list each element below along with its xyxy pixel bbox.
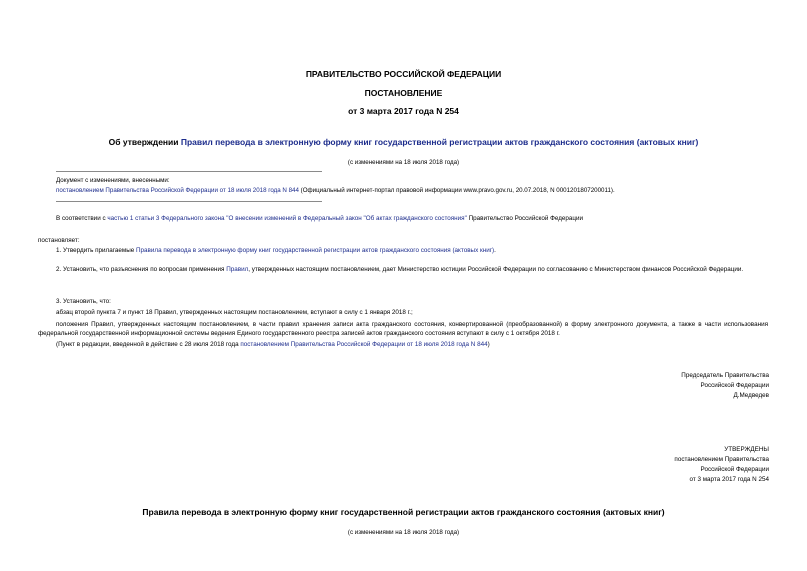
- preamble: [56, 215, 583, 222]
- federal-law-link[interactable]: частью 1 статьи 3 Федерального закона "О внесении изменений в Федеральный закон "Об актах гражданского состояния": [107, 215, 467, 222]
- edition-note-text-1: (Пункт в редакции, введенной в действие с 28 июля 2018 года: [56, 341, 241, 348]
- document-date-number: от 3 марта 2017 года N 254: [348, 106, 459, 116]
- item-3-intro: 3. Установить, что:: [56, 298, 111, 305]
- revision-note: (с изменениями на 18 июля 2018 года): [347, 159, 460, 166]
- edition-note-text-2: ): [487, 341, 490, 348]
- rules-title-link[interactable]: Правил перевода в электронную форму книг государственной регистрации актов гражданского состояния (актовых книг): [180, 137, 699, 147]
- signature-country: Российской Федерации: [700, 382, 769, 389]
- item-3-edition-note: [56, 341, 490, 348]
- document-type: ПОСТАНОВЛЕНИЕ: [364, 88, 443, 98]
- item-3-paragraph-a: абзац второй пункта 7 и пункт 18 Правил, утвержденных настоящим постановлением, вступают в силу с 1 января 2018 г.;: [56, 309, 413, 316]
- amendment-decree-link[interactable]: постановлением Правительства Российской Федерации от 18 июля 2018 года N 844: [56, 187, 299, 194]
- government-heading: ПРАВИТЕЛЬСТВО РОССИЙСКОЙ ФЕДЕРАЦИИ: [305, 69, 502, 79]
- approved-word: УТВЕРЖДЕНЫ: [724, 446, 769, 453]
- item-2-rules-link[interactable]: Правил: [226, 266, 249, 273]
- decrees-word: постановляет:: [38, 237, 80, 244]
- amendments-divider-bottom: [56, 201, 322, 202]
- item-1-rules-link[interactable]: Правила перевода в электронную форму книг государственной регистрации актов гражданского состояния (актовых книг): [136, 247, 495, 254]
- item-1-text-2: .: [494, 247, 496, 254]
- item-3-paragraph-b: положения Правил, утвержденных настоящим постановлением, в части правил хранения записи акта гражданского состояния, конвертированной (преобразованной) в форму электронного документа, а также в части использования федеральной государственной информационной системы ведения Единого государственного реестра записей актов гражданского состояния вступают в силу с 1 октября 2018 г.: [38, 321, 768, 337]
- preamble-text-2: Правительство Российской Федерации: [466, 215, 584, 222]
- amendments-source: (Официальный интернет-портал правовой информации www.pravo.gov.ru, 20.07.2018, N 0001201807200011).: [298, 187, 615, 194]
- item-2-text-2: , утвержденных настоящим постановлением, дает Министерство юстиции Российской Федерации по согласованию с Министерством финансов Российской Федерации.: [248, 266, 744, 273]
- item-1: [56, 247, 496, 254]
- amendments-line: [56, 187, 615, 194]
- edition-note-decree-link[interactable]: постановлением Правительства Российской Федерации от 18 июля 2018 года N 844: [240, 341, 488, 348]
- title-prefix: Об утверждении: [108, 137, 181, 147]
- document-title: [0, 137, 807, 147]
- item-1-text-1: 1. Утвердить прилагаемые: [56, 247, 136, 254]
- approved-date-number: от 3 марта 2017 года N 254: [689, 476, 769, 483]
- approved-by: постановлением Правительства: [674, 456, 769, 463]
- rules-revision-note: (с изменениями на 18 июля 2018 года): [347, 529, 460, 536]
- signature-name: Д.Медведев: [733, 392, 769, 399]
- approved-country: Российской Федерации: [700, 466, 769, 473]
- amendments-label: Документ с изменениями, внесенными:: [56, 177, 170, 184]
- item-2: [38, 265, 768, 274]
- rules-title: Правила перевода в электронную форму книг государственной регистрации актов гражданского состояния (актовых книг): [142, 507, 665, 517]
- preamble-text-1: В соответствии с: [56, 215, 108, 222]
- item-2-text-1: 2. Установить, что разъяснения по вопросам применения: [56, 266, 227, 273]
- signature-position: Председатель Правительства: [681, 372, 769, 379]
- amendments-divider-top: [56, 171, 322, 172]
